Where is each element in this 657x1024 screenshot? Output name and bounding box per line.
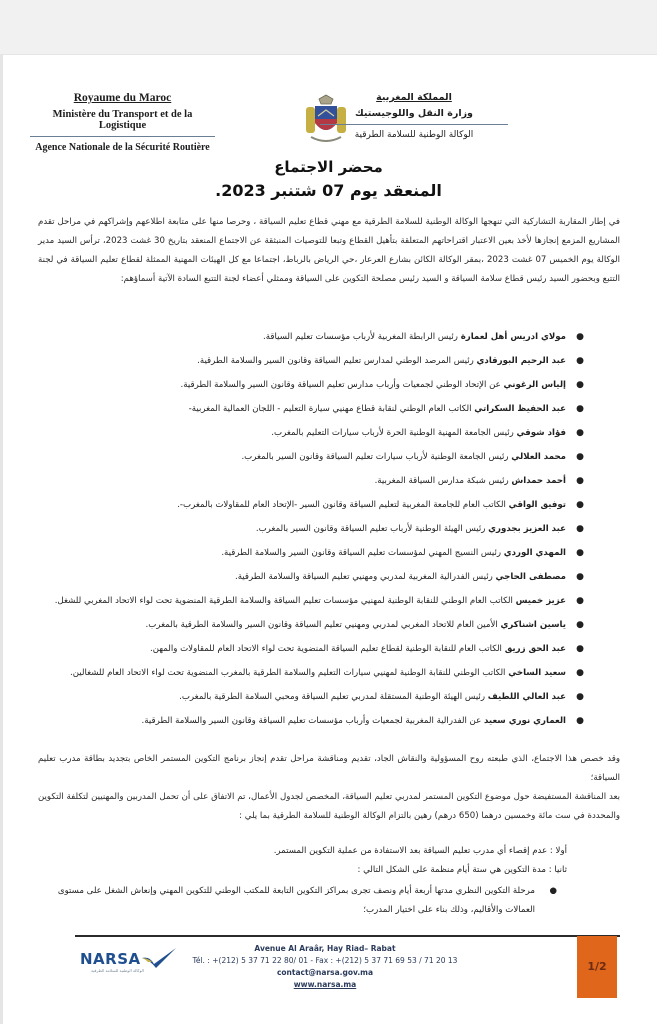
attendee-name: عبد العزيز بجدوري <box>488 524 566 534</box>
attendee-name: المهدي الوردي <box>503 548 566 558</box>
footer-phone: Tél. : +(212) 5 37 71 22 80/ 01 - Fax : +(212) 5 37 71 69 53 / 71 20 13 <box>192 956 458 965</box>
attendee-name: العماري نوري سعيد <box>483 716 566 726</box>
agreement-first: أولا : عدم إقصاء أي مدرب تعليم السياقة بعد الاستفادة من عملية التكوين المستمر. <box>273 846 567 856</box>
attendee-role: رئيس شبكة مدارس السياقة المغربية. <box>374 476 509 486</box>
attendee-role: الكاتب العام للجامعة المغربية لتعليم السياقة وقانون السير -الإتحاد العام للمقاولات بالمغرب-. <box>177 500 506 510</box>
bullet-icon: ● <box>576 716 584 726</box>
attendee-item <box>38 352 588 371</box>
bullet-icon: ● <box>576 524 584 534</box>
bullet-icon: ● <box>576 596 584 606</box>
attendee-role: رئيس الفدرالية المغربية لمدربي ومهنيي تعليم السياقة والسلامة الطرقية. <box>234 572 493 582</box>
header-ar-ministry: وزارة النقل واللوجيستيك <box>320 108 508 125</box>
attendee-role: الأمين العام للاتحاد المغربي لمدربي ومهنيي تعليم السياقة وقانون السير والسلامة الطرقية بالمغرب. <box>145 620 498 630</box>
header-fr-kingdom: Royaume du Maroc <box>73 92 172 104</box>
bullet-icon: ● <box>576 668 584 678</box>
bullet-icon: ● <box>576 356 584 366</box>
bullet-icon: ● <box>576 548 584 558</box>
narsa-logo-subtitle: الوكالة الوطنية للسلامة الطرقية <box>91 968 144 973</box>
attendee-role: رئيس الجامعة الوطنية لأرباب سيارات تعليم السياقة وقانون السير بالمغرب. <box>241 452 509 462</box>
attendee-item <box>38 424 588 443</box>
attendee-item <box>38 496 588 515</box>
footer-divider <box>75 935 620 937</box>
attendee-item <box>38 448 588 467</box>
attendee-item <box>38 640 588 659</box>
attendee-role: الكاتب الوطني للنقابة الوطنية لمهنيي سيارات التعليم والسلامة الطرقية بالمغرب المنضوية تحت لواء الاتحاد العام للشغالين. <box>69 668 506 678</box>
attendee-role: رئيس الهيئة الوطنية المستقلة لمدربي تعليم السياقة ومحبي السلامة الطرقية بالمغرب. <box>179 692 485 702</box>
intro-paragraph: في إطار المقاربة التشاركية التي تنهجها الوكالة الوطنية للسلامة الطرقية مع مهني قطاع تعليم السياقة ، وحرصا منها على متابعة اطلاعهم وإشراكهم في مراحل تقدم المشاريع المزمع إنجازها لأخذ بعين الاعتبار اقتراحاتهم المتعلقة بتأهيل القطاع وتبعا للتوصيات المنبثقة عن الاجتماع المنعقد بتاريخ 30 غشت 2023، ترأس السيد مدير الوكالة يوم الخميس 07 غشت 2023 ،بمقر الوكالة الكائن بشارع العرعار ،حي الرياض بالرباط، اجتماعا مع كل الهيئات المهنية الممثلة لقطاع تعليم السياقة في لجنة التتبع وبحضور السيد رئيس قطاع سلامة السياقة و السيد رئيس مصلحة التكوين على السياقة وممثلي أعضاء لجنة التتبع السادة الآتية أسماؤهم: <box>38 217 621 284</box>
attendee-name: عبد العالي اللطيف <box>487 692 566 702</box>
attendee-item <box>38 544 588 563</box>
attendee-role: رئيس الرابطة المغربية لأرباب مؤسسات تعليم السياقة. <box>263 332 458 342</box>
attendee-name: سعيد الساخي <box>508 668 566 678</box>
attendee-role: الكاتب العام الوطني للنقابة الوطنية لمهنيي مؤسسات تعليم السياقة والسلامة الطرقية المنضوية تحت لواء الاتحاد المغربي للشغل. <box>54 596 513 606</box>
attendee-item <box>38 328 588 347</box>
agreement-sub-item <box>38 882 620 920</box>
narsa-logo-text: NARSA <box>80 950 141 968</box>
bullet-icon: ● <box>576 476 584 486</box>
header-fr-ministry: Ministère du Transport et de la Logistique <box>30 109 215 137</box>
attendee-role: عن الإتحاد الوطني لجمعيات وأرباب مدارس تعليم السياقة وقانون السير والسلامة الطرقية. <box>180 380 501 390</box>
agreement-items <box>38 842 620 920</box>
attendee-item <box>38 664 588 683</box>
bullet-icon: ● <box>576 452 584 462</box>
bullet-icon: ● <box>576 620 584 630</box>
attendee-role: رئيس النسيج المهني لمؤسسات تعليم السياقة وقانون السير والسلامة الطرقية. <box>221 548 502 558</box>
narsa-swoosh-icon <box>140 946 178 968</box>
page-number-badge: 1/2 <box>577 936 617 998</box>
footer-website[interactable]: www.narsa.ma <box>293 980 357 989</box>
attendee-item <box>38 520 588 539</box>
attendee-name: عبد الحق زريق <box>504 644 566 654</box>
attendee-role: رئيس الهيئة الوطنية لأرباب تعليم السياقة وقانون السير بالمغرب. <box>255 524 486 534</box>
header-ar-kingdom: المملكة المغربية <box>376 92 452 103</box>
attendee-item <box>38 376 588 395</box>
agreement-paragraph: بعد المناقشة المستفيضة حول موضوع التكوين المستمر لمدربي تعليم السياقة، المخصص لجدول الأعمال، تم الاتفاق على أن تحمل المدربين والمهنيين لتكلفة التكوين والمحددة في ست مائة وخمسين درهما (650 درهم) رهين بالتزام الوكالة الوطنية للسلامة الطرقية بما يلي : <box>38 792 620 821</box>
attendee-role: رئيس المرصد الوطني لمدارس تعليم السياقة وقانون السير والسلامة الطرقية. <box>197 356 474 366</box>
attendee-item <box>38 472 588 491</box>
attendee-item <box>38 568 588 587</box>
header-arabic <box>320 92 508 140</box>
agreement-sub-text: مرحلة التكوين النظري مدتها أربعة أيام ونصف تجرى بمراكز التكوين التابعة للمكتب الوطني للتكوين المهني وإنعاش الشغل على مستوى العمالات والأقاليم، وذلك بناء على اختيار المدرب؛ <box>57 886 535 915</box>
attendee-role: رئيس الجامعة المهنية الوطنية الحرة لأرباب سيارات التعليم بالمغرب. <box>271 428 514 438</box>
attendee-item <box>38 688 588 707</box>
document-page <box>0 55 657 1024</box>
viewer-toolbar <box>0 0 657 55</box>
bullet-icon: ● <box>576 404 584 414</box>
attendee-name: فؤاد شوقي <box>516 428 566 438</box>
attendee-list <box>38 328 588 736</box>
attendee-item <box>38 592 588 611</box>
document-subtitle-date: المنعقد يوم 07 شتنبر 2023. <box>215 181 442 200</box>
bullet-icon: ● <box>576 332 584 342</box>
bullet-icon: ● <box>576 572 584 582</box>
attendee-item <box>38 616 588 635</box>
attendee-name: أحمد حمداش <box>511 476 566 486</box>
bullet-icon: ● <box>576 380 584 390</box>
attendee-role: الكاتب العام الوطني لنقابة قطاع مهنيي سيارة التعليم - اللجان العمالية المغربية- <box>188 404 472 414</box>
attendee-name: عبد الحفيظ السكراتي <box>474 404 566 414</box>
header-ar-agency: الوكالة الوطنية للسلامة الطرقية <box>354 130 474 140</box>
attendee-name: مصطفى الحاجي <box>495 572 566 582</box>
attendee-name: إلياس الرغوني <box>503 380 566 390</box>
attendee-role: عن الفدرالية المغربية لجمعيات وأرباب مؤسسات تعليم السياقة وقانون السير والسلامة الطرقية. <box>141 716 482 726</box>
attendee-name: عبد الرحيم البورقادي <box>476 356 566 366</box>
footer-email[interactable]: contact@narsa.gov.ma <box>276 968 374 977</box>
attendee-role: الكاتب العام للنقابة الوطنية لقطاع تعليم السياقة المنضوية تحت لواء الاتحاد العام للمقاولات والمهن. <box>150 644 502 654</box>
footer-address: Avenue Al Araâr, Hay Riad– Rabat <box>254 944 396 953</box>
agreement-second: ثانيا : مدة التكوين هي ستة أيام منظمة على الشكل التالي : <box>357 865 567 875</box>
bullet-icon: ● <box>576 500 584 510</box>
bullet-icon: ● <box>576 692 584 702</box>
footer-contact <box>175 943 475 991</box>
header-fr-agency: Agence Nationale de la Sécurité Routière <box>35 142 210 153</box>
attendee-name: عزيز خميس <box>515 596 566 606</box>
attendee-name: توفيق الواقي <box>508 500 566 510</box>
attendee-item <box>38 712 588 731</box>
bullet-icon: ● <box>549 886 557 896</box>
attendee-item <box>38 400 588 419</box>
attendee-name: ياسين اشناكري <box>500 620 566 630</box>
attendee-name: مولاي ادريس أهل لعمارة <box>460 332 566 342</box>
document-title: محضر الاجتماع <box>274 158 383 176</box>
meeting-purpose-paragraph: وقد خصص هذا الاجتماع، الذي طبعته روح المسؤولية والنقاش الجاد، تقديم ومناقشة مراحل تقدم إنجاز برنامج التكوين المستمر الخاص بتجديد بطاقة مدرب تعليم السياقة؛ <box>38 754 620 783</box>
bullet-icon: ● <box>576 428 584 438</box>
attendee-name: محمد العلالي <box>511 452 566 462</box>
bullet-icon: ● <box>576 644 584 654</box>
header-french <box>30 92 215 153</box>
